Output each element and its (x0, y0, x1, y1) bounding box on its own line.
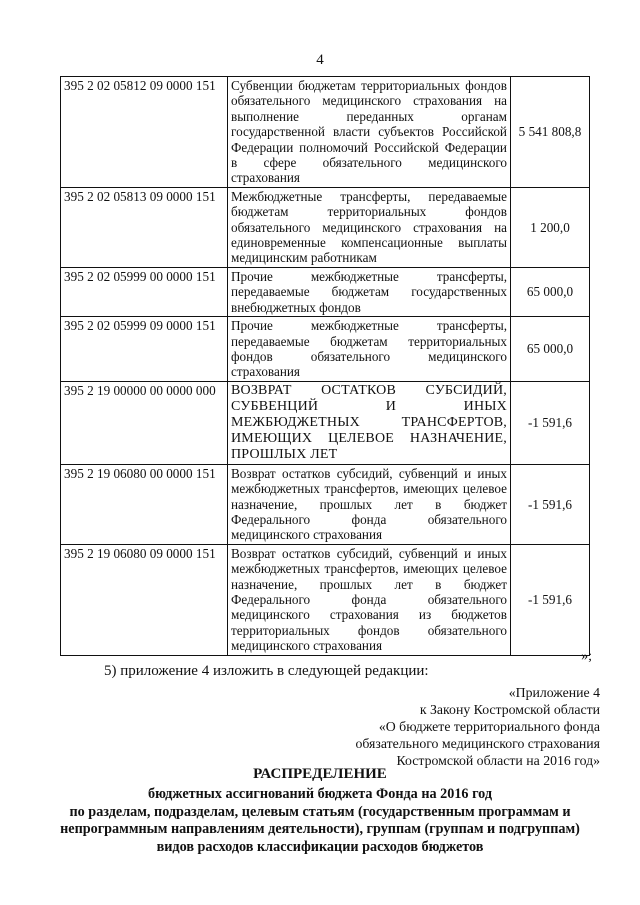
table-row (61, 77, 590, 188)
row-code: 395 2 02 05999 00 0000 151 (61, 267, 228, 316)
page-number: 4 (316, 52, 324, 68)
row-amount: -1 591,6 (511, 464, 590, 544)
row-description: Возврат остатков субсидий, субвенций и иных межбюджетных трансфертов, имеющих целевое назначение, прошлых лет в бюджет Федерального фонда обязательного медицинского страхования из бюджетов территориальных фондов обязательного медицинского страхования (228, 544, 511, 655)
row-code: 395 2 02 05812 09 0000 151 (61, 77, 228, 188)
section-subtitle (30, 786, 610, 856)
row-description: Возврат остатков субсидий, субвенций и иных межбюджетных трансфертов, имеющих целевое назначение, прошлых лет в бюджет Федерального фонда обязательного медицинского страхования (228, 464, 511, 544)
row-description: Субвенции бюджетам территориальных фондов обязательного медицинского страхования на выполнение переданных органам государственной власти субъектов Российской Федерации полномочий Российской Федерации в сфере обязательного медицинского страхования (228, 77, 511, 188)
appendix-header (355, 684, 600, 769)
row-description: Прочие межбюджетные трансферты, передаваемые бюджетам территориальных фондов обязательного медицинского страхования (228, 317, 511, 382)
row-amount: -1 591,6 (511, 381, 590, 464)
row-code: 395 2 19 06080 09 0000 151 (61, 544, 228, 655)
row-amount: 5 541 808,8 (511, 77, 590, 188)
appendix-line: «О бюджете территориального фонда (378, 719, 600, 734)
appendix-line: к Закону Костромской области (419, 702, 600, 717)
budget-table (60, 76, 590, 656)
row-code: 395 2 19 00000 00 0000 000 (61, 381, 228, 464)
closing-quote-mark: »; (581, 649, 592, 664)
table-row (61, 317, 590, 382)
row-description: Межбюджетные трансферты, передаваемые бюджетам территориальных фондов обязательного медицинского страхования на единовременные компенсационные выплаты медицинским работникам (228, 187, 511, 267)
subtitle-line: бюджетных ассигнований бюджета Фонда на 2016 год (147, 786, 493, 802)
row-code: 395 2 19 06080 00 0000 151 (61, 464, 228, 544)
appendix-line: Костромской области на 2016 год» (396, 753, 600, 768)
section-heading: РАСПРЕДЕЛЕНИЕ (253, 766, 387, 782)
row-description: Прочие межбюджетные трансферты, передаваемые бюджетам государственных внебюджетных фондов (228, 267, 511, 316)
subtitle-line: по разделам, подразделам, целевым статьям (государственным программам и (69, 803, 571, 820)
table-row (61, 464, 590, 544)
table-row (61, 544, 590, 655)
row-amount: 65 000,0 (511, 267, 590, 316)
row-amount: 1 200,0 (511, 187, 590, 267)
appendix-line: обязательного медицинского страхования (355, 736, 600, 751)
appendix-line: «Приложение 4 (508, 685, 600, 700)
amendment-item-5: 5) приложение 4 изложить в следующей редакции: (104, 663, 429, 679)
table-row (61, 381, 590, 464)
row-code: 395 2 02 05999 09 0000 151 (61, 317, 228, 382)
row-code: 395 2 02 05813 09 0000 151 (61, 187, 228, 267)
subtitle-line: видов расходов классификации расходов бюджетов (156, 838, 484, 855)
row-description: ВОЗВРАТ ОСТАТКОВ СУБСИДИЙ, СУБВЕНЦИЙ И ИНЫХ МЕЖБЮДЖЕТНЫХ ТРАНСФЕРТОВ, ИМЕЮЩИХ ЦЕЛЕВОЕ НАЗНАЧЕНИЕ, ПРОШЛЫХ ЛЕТ (228, 381, 511, 464)
subtitle-line: непрограммным направлениям деятельности), группам (группам и подгруппам) (60, 821, 580, 837)
row-amount: 65 000,0 (511, 317, 590, 382)
row-amount: -1 591,6 (511, 544, 590, 655)
table-row (61, 187, 590, 267)
table-row (61, 267, 590, 316)
